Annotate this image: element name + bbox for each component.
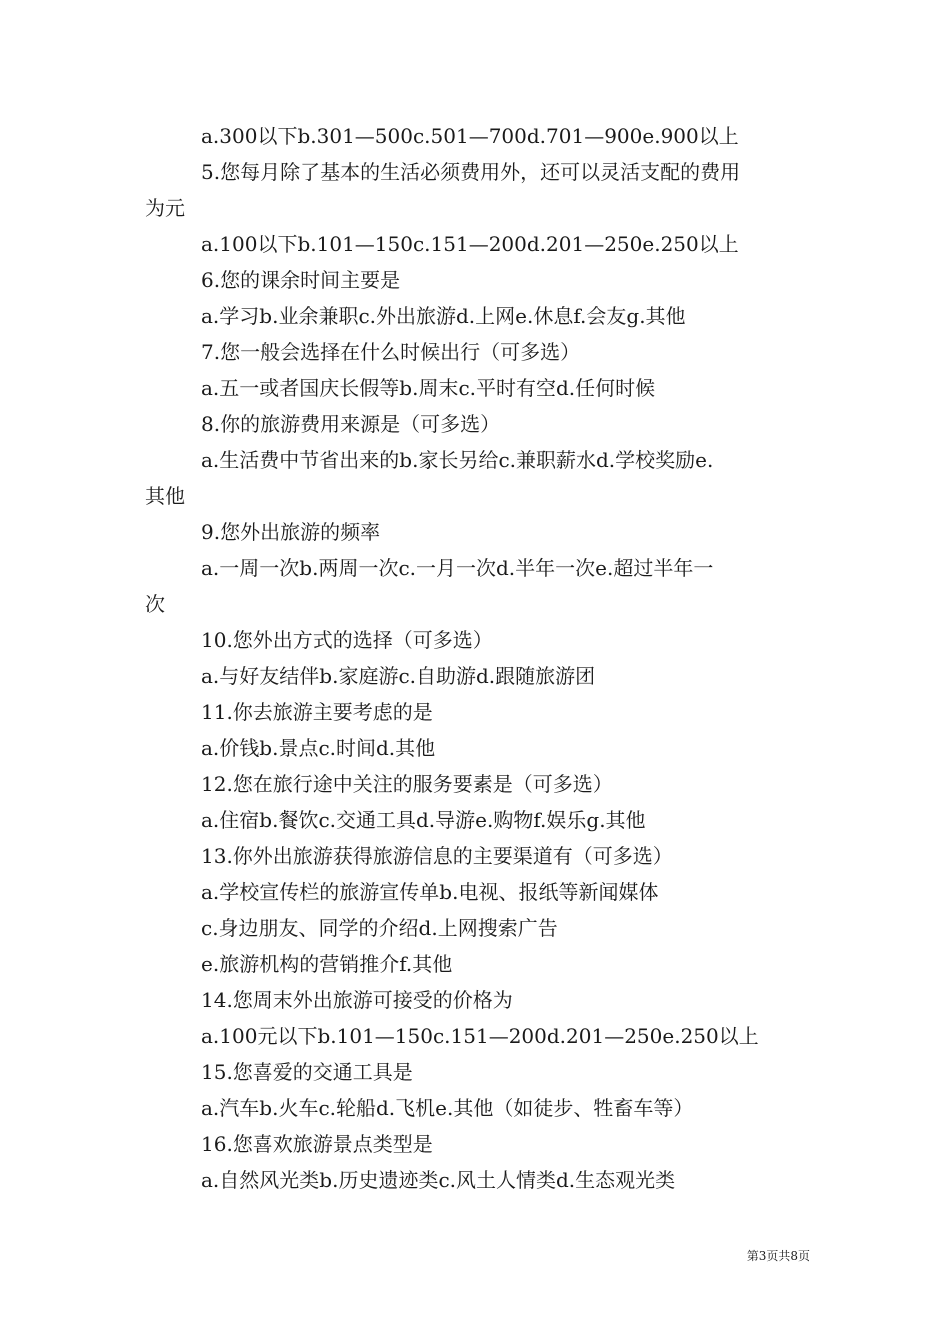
text-line: c.身边朋友、同学的介绍d.上网搜索广告 (201, 916, 558, 940)
questionnaire-body (145, 118, 810, 1198)
text-line: a.100以下b.101—150c.151—200d.201—250e.250以上 (201, 232, 739, 256)
text-line: 16.您喜欢旅游景点类型是 (201, 1132, 433, 1156)
text-line: e.旅游机构的营销推介f.其他 (201, 952, 453, 976)
text-line: a.生活费中节省出来的b.家长另给c.兼职薪水d.学校奖励e. (201, 448, 714, 472)
text-line: a.价钱b.景点c.时间d.其他 (201, 736, 436, 760)
text-line: a.学校宣传栏的旅游宣传单b.电视、报纸等新闻媒体 (201, 880, 659, 904)
text-line: a.自然风光类b.历史遗迹类c.风土人情类d.生态观光类 (201, 1168, 676, 1192)
text-line: 5.您每月除了基本的生活必须费用外，还可以灵活支配的费用 (201, 160, 741, 184)
text-line: 为元 (145, 196, 185, 220)
text-line: a.100元以下b.101—150c.151—200d.201—250e.250以上 (201, 1024, 759, 1048)
text-line: a.五一或者国庆长假等b.周末c.平时有空d.任何时候 (201, 376, 656, 400)
text-line: 14.您周末外出旅游可接受的价格为 (201, 988, 513, 1012)
text-line: a.与好友结伴b.家庭游c.自助游d.跟随旅游团 (201, 664, 596, 688)
text-line: a.汽车b.火车c.轮船d.飞机e.其他（如徒步、牲畜车等） (201, 1096, 694, 1120)
text-line: 10.您外出方式的选择（可多选） (201, 628, 493, 652)
text-line: a.一周一次b.两周一次c.一月一次d.半年一次e.超过半年一 (201, 556, 714, 580)
text-line: 其他 (145, 484, 185, 508)
text-line: 11.你去旅游主要考虑的是 (201, 700, 433, 724)
text-line: 12.您在旅行途中关注的服务要素是（可多选） (201, 772, 613, 796)
text-line: a.住宿b.餐饮c.交通工具d.导游e.购物f.娱乐g.其他 (201, 808, 646, 832)
text-line: a.学习b.业余兼职c.外出旅游d.上网e.休息f.会友g.其他 (201, 304, 686, 328)
text-line: 7.您一般会选择在什么时候出行（可多选） (201, 340, 581, 364)
text-line: 6.您的课余时间主要是 (201, 268, 401, 292)
text-line: a.300以下b.301—500c.501—700d.701—900e.900以上 (201, 124, 739, 148)
text-line: 13.你外出旅游获得旅游信息的主要渠道有（可多选） (201, 844, 673, 868)
text-line: 15.您喜爱的交通工具是 (201, 1060, 413, 1084)
text-line: 次 (145, 592, 165, 616)
text-line: 9.您外出旅游的频率 (201, 520, 381, 544)
text-line: 8.你的旅游费用来源是（可多选） (201, 412, 501, 436)
page-number: 第3页共8页 (746, 1249, 810, 1263)
